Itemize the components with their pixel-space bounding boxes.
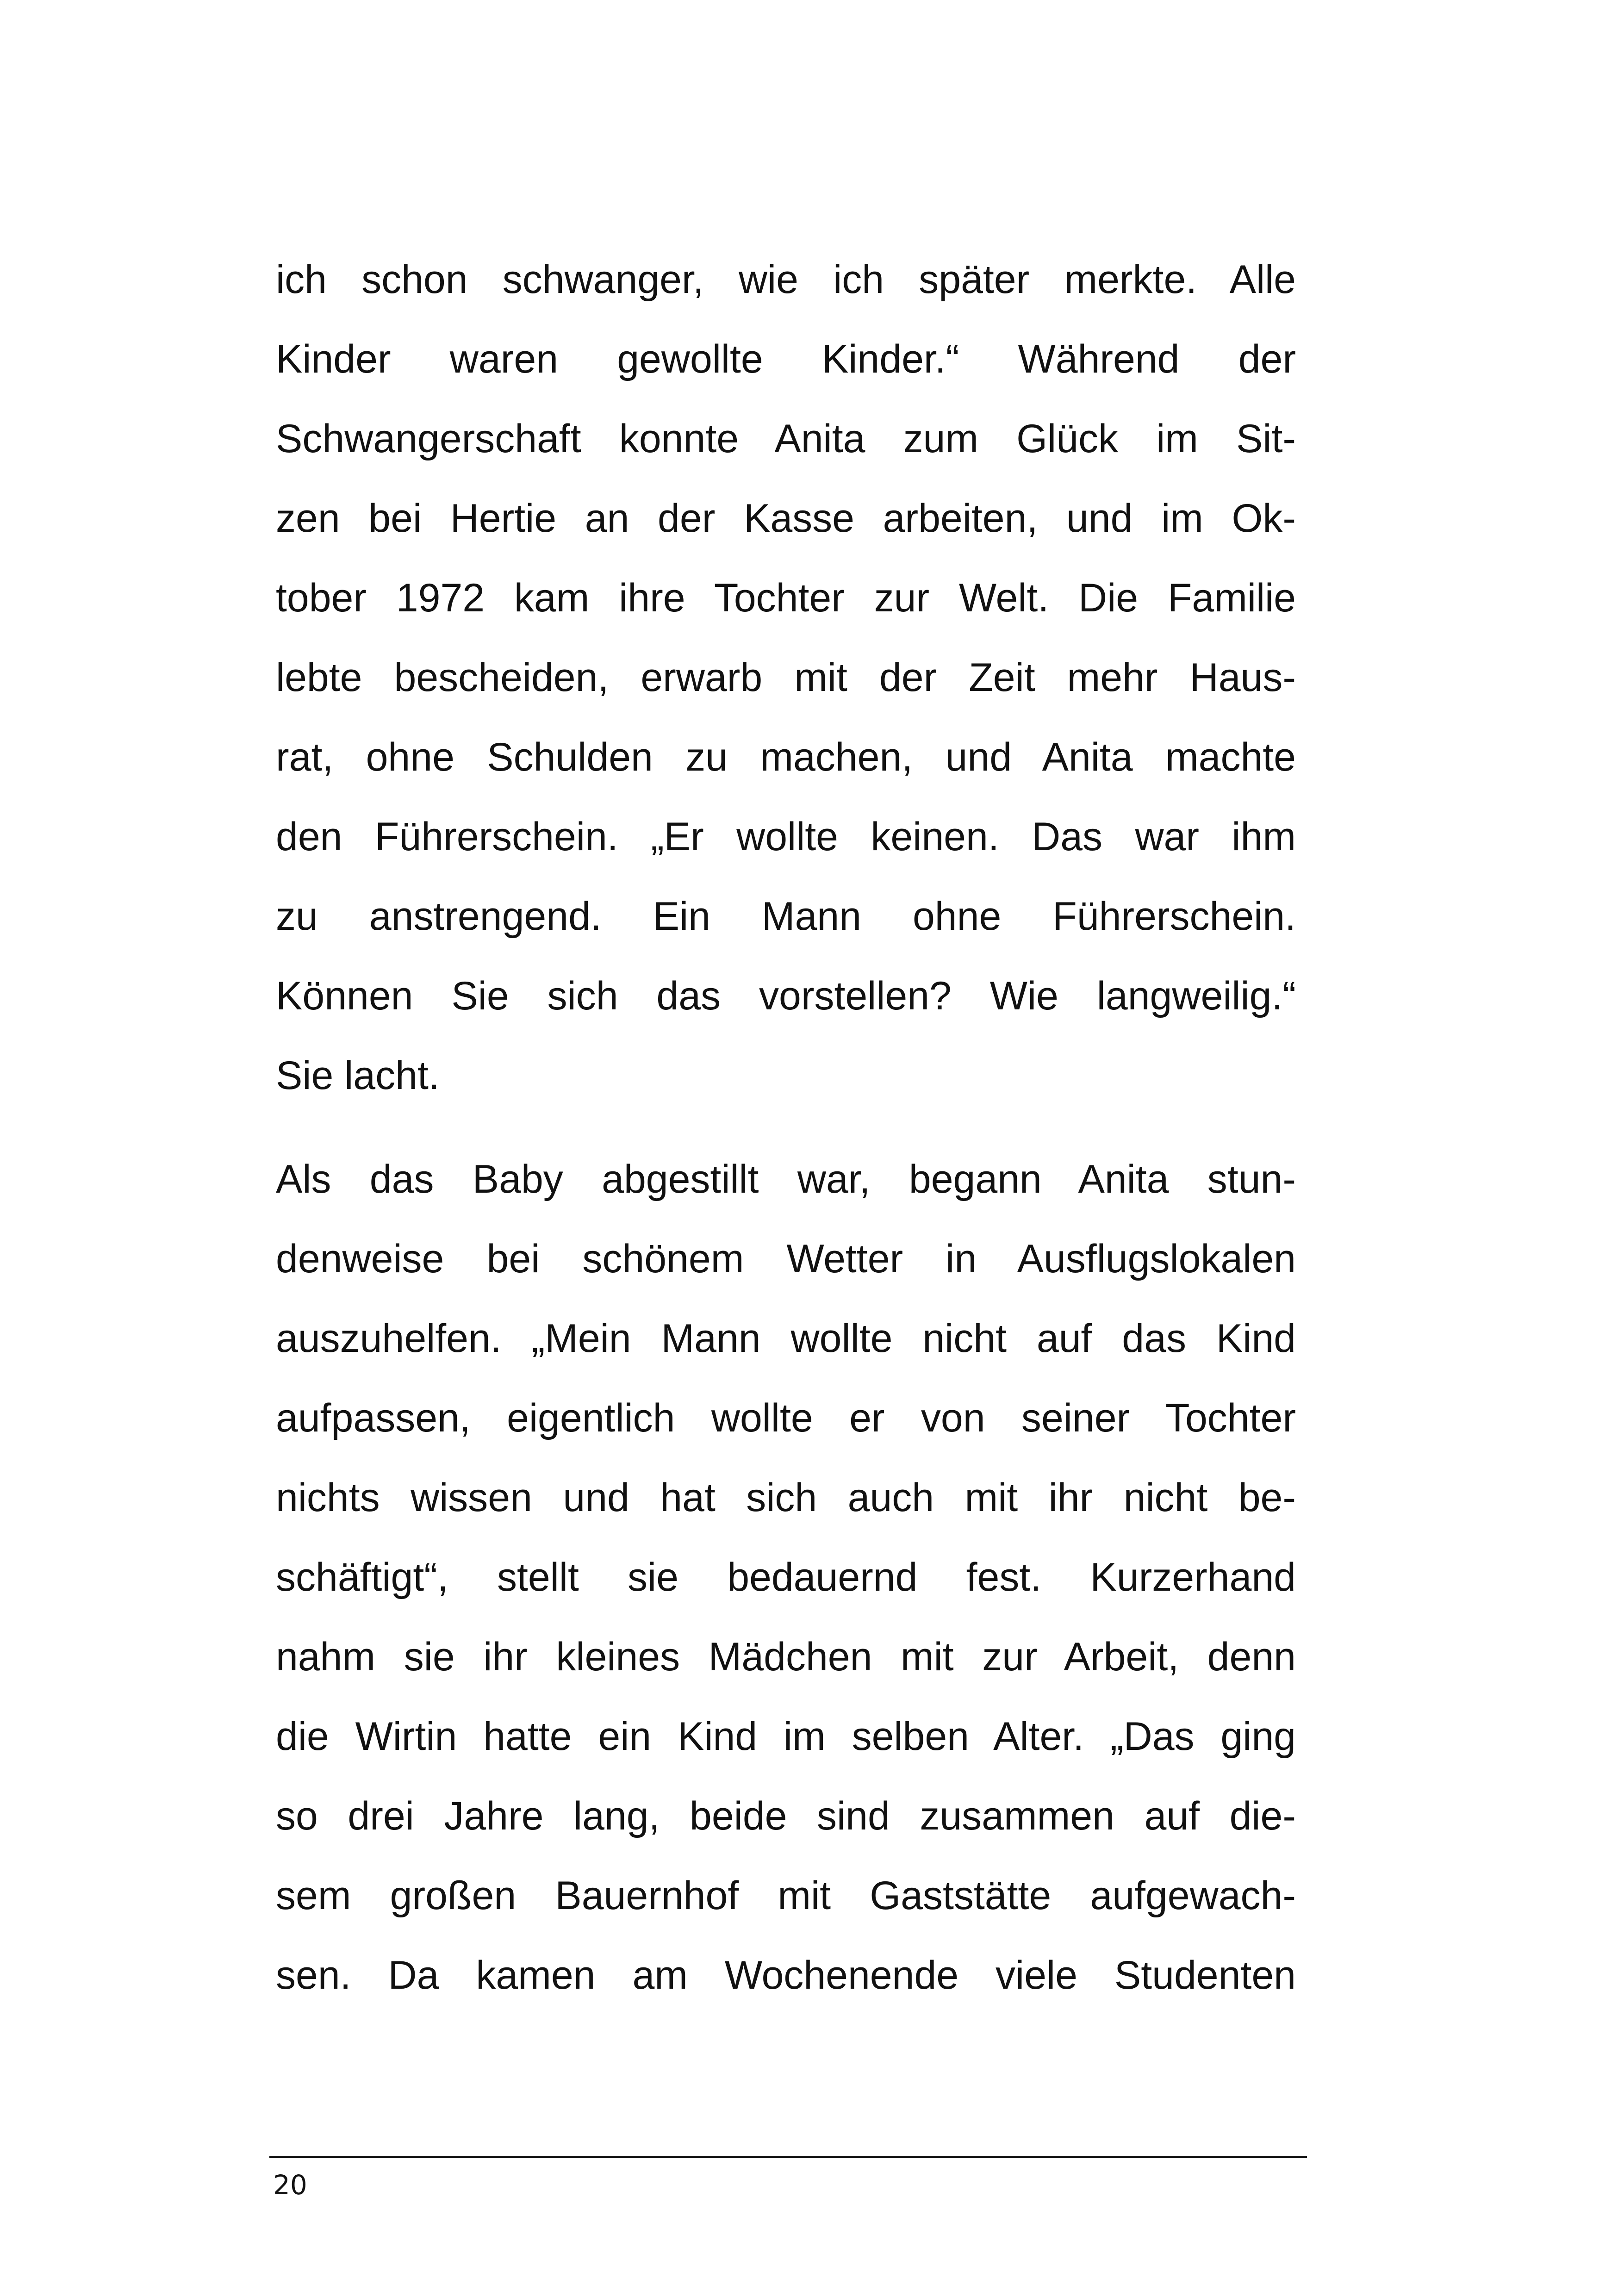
text-line: sem großen Bauernhof mit Gaststätte aufgewach- (276, 1873, 1296, 1918)
text-line: rat, ohne Schulden zu machen, und Anita machte (276, 735, 1296, 779)
text-line: den Führerschein. „Er wollte keinen. Das war ihm (276, 815, 1296, 859)
text-line: Kinder waren gewollte Kinder.“ Während der (276, 337, 1296, 381)
paragraph-spacer (276, 1128, 1296, 1152)
text-line: lebte bescheiden, erwarb mit der Zeit mehr Haus- (276, 655, 1296, 700)
footer-divider (269, 2156, 1307, 2158)
text-line: die Wirtin hatte ein Kind im selben Alter. „Das ging (276, 1714, 1296, 1759)
text-line: sen. Da kamen am Wochenende viele Studenten (276, 1953, 1296, 1997)
text-line: denweise bei schönem Wetter in Ausflugslokalen (276, 1237, 1296, 1281)
text-line: schäftigt“, stellt sie bedauernd fest. Kurzerhand (276, 1555, 1296, 1599)
text-line: tober 1972 kam ihre Tochter zur Welt. Die Familie (276, 576, 1296, 620)
paragraph-1 (276, 252, 1296, 1128)
text-line: Sie lacht. (276, 1053, 440, 1098)
paragraph-2 (276, 1152, 1296, 2028)
text-line: nahm sie ihr kleines Mädchen mit zur Arbeit, denn (276, 1635, 1296, 1679)
text-line: ich schon schwanger, wie ich später merkte. Alle (276, 257, 1296, 302)
text-line: Schwangerschaft konnte Anita zum Glück im Sit- (276, 417, 1296, 461)
text-line: Können Sie sich das vorstellen? Wie langweilig.“ (276, 974, 1296, 1018)
text-line: zen bei Hertie an der Kasse arbeiten, und im Ok- (276, 496, 1296, 541)
page-number: 20 (273, 2169, 307, 2201)
text-line: nichts wissen und hat sich auch mit ihr nicht be- (276, 1475, 1296, 1520)
text-line: auszuhelfen. „Mein Mann wollte nicht auf das Kind (276, 1316, 1296, 1361)
text-line: Als das Baby abgestillt war, begann Anita stun- (276, 1157, 1296, 1201)
text-line: so drei Jahre lang, beide sind zusammen auf die- (276, 1794, 1296, 1838)
body-text (276, 252, 1296, 2028)
text-line: zu anstrengend. Ein Mann ohne Führerschein. (276, 894, 1296, 939)
text-line: aufpassen, eigentlich wollte er von seiner Tochter (276, 1396, 1296, 1440)
